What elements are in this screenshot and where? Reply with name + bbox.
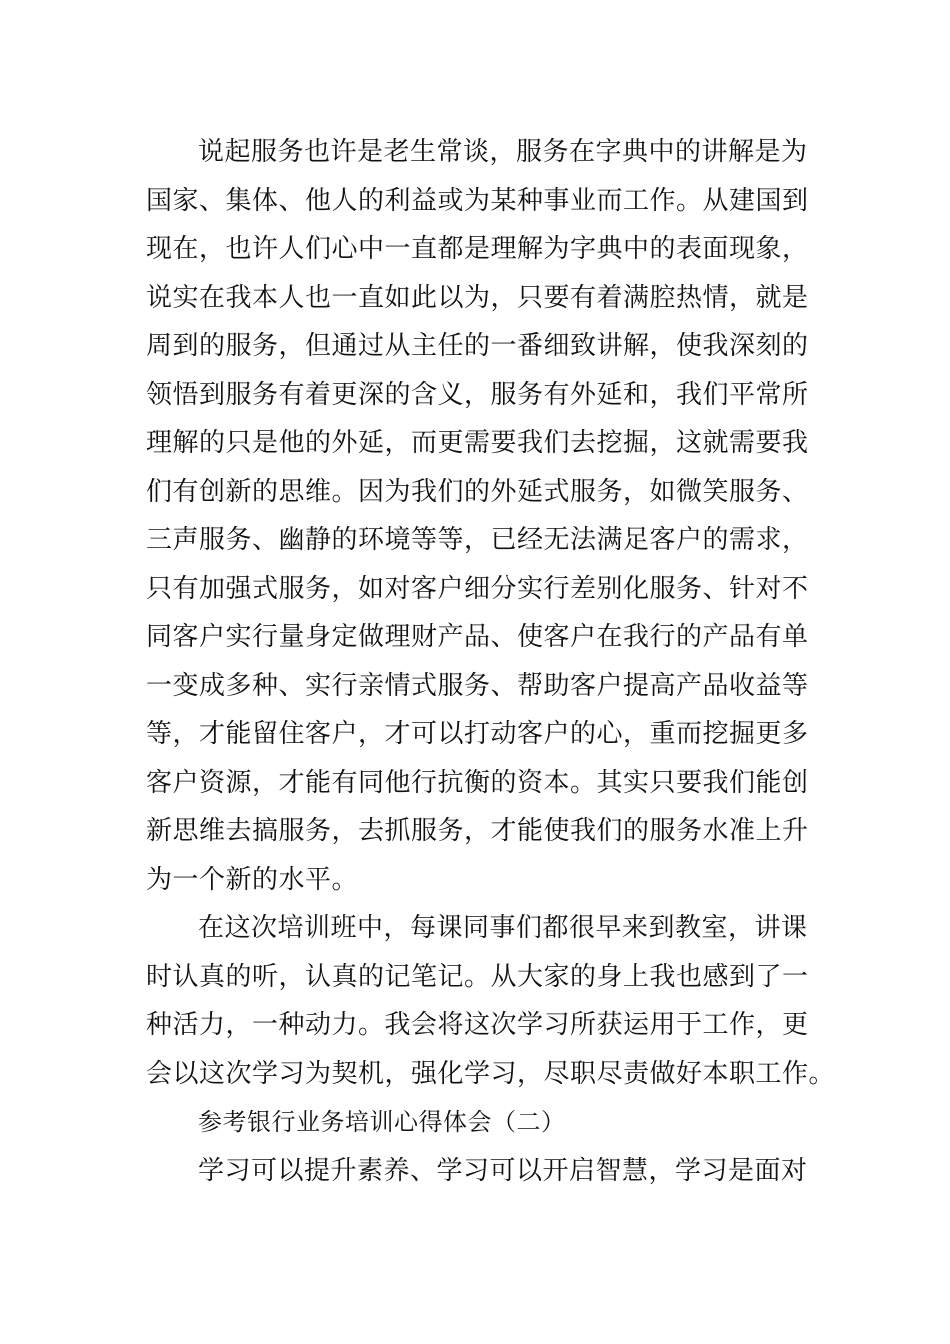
text-line: 说实在我本人也一直如此以为，只要有着满腔热情，就是 <box>146 282 809 313</box>
text-line: 新思维去搞服务，去抓服务，才能使我们的服务水准上升 <box>146 816 809 846</box>
text-line: 会以这次学习为契机，强化学习，尽职尽责做好本职工作。 <box>146 1058 836 1089</box>
text-line: 现在，也许人们心中一直都是理解为字典中的表面现象， <box>146 234 809 264</box>
paragraph-service <box>146 128 809 904</box>
text-line: 在这次培训班中，每课同事们都很早来到教室，讲课 <box>198 913 808 943</box>
document-body <box>146 128 836 1195</box>
text-line: 们有创新的思维。因为我们的外延式服务，如微笑服务、 <box>146 476 809 507</box>
text-line: 等，才能留住客户，才可以打动客户的心，重而挖掘更多 <box>146 719 809 749</box>
text-line: 种活力，一种动力。我会将这次学习所获运用于工作，更 <box>146 1010 809 1040</box>
text-line: 说起服务也许是老生常谈，服务在字典中的讲解是为 <box>198 137 808 167</box>
text-line: 同客户实行量身定做理财产品、使客户在我行的产品有单 <box>146 622 809 652</box>
text-line: 三声服务、幽静的环境等等，已经无法满足客户的需求， <box>146 525 809 555</box>
text-line: 周到的服务，但通过从主任的一番细致讲解，使我深刻的 <box>146 331 809 361</box>
text-line: 客户资源，才能有同他行抗衡的资本。其实只要我们能创 <box>146 767 809 798</box>
text-line: 国家、集体、他人的利益或为某种事业而工作。从建国到 <box>146 185 809 216</box>
text-line: 领悟到服务有着更深的含义，服务有外延和，我们平常所 <box>146 379 809 410</box>
text-line: 一变成多种、实行亲情式服务、帮助客户提高产品收益等 <box>146 670 809 701</box>
text-line: 为一个新的水平。 <box>146 864 359 895</box>
text-line: 理解的只是他的外延，而更需要我们去挖掘，这就需要我 <box>146 428 809 458</box>
text-line: 只有加强式服务，如对客户细分实行差别化服务、针对不 <box>146 573 809 604</box>
paragraph-learning <box>146 1147 806 1196</box>
section-heading: 参考银行业务培训心得体会（二） <box>198 1108 566 1136</box>
text-line: 学习可以提升素养、学习可以开启智慧，学习是面对 <box>198 1155 808 1186</box>
paragraph-training <box>146 904 836 1098</box>
text-line: 时认真的听，认真的记笔记。从大家的身上我也感到了一 <box>146 961 809 992</box>
